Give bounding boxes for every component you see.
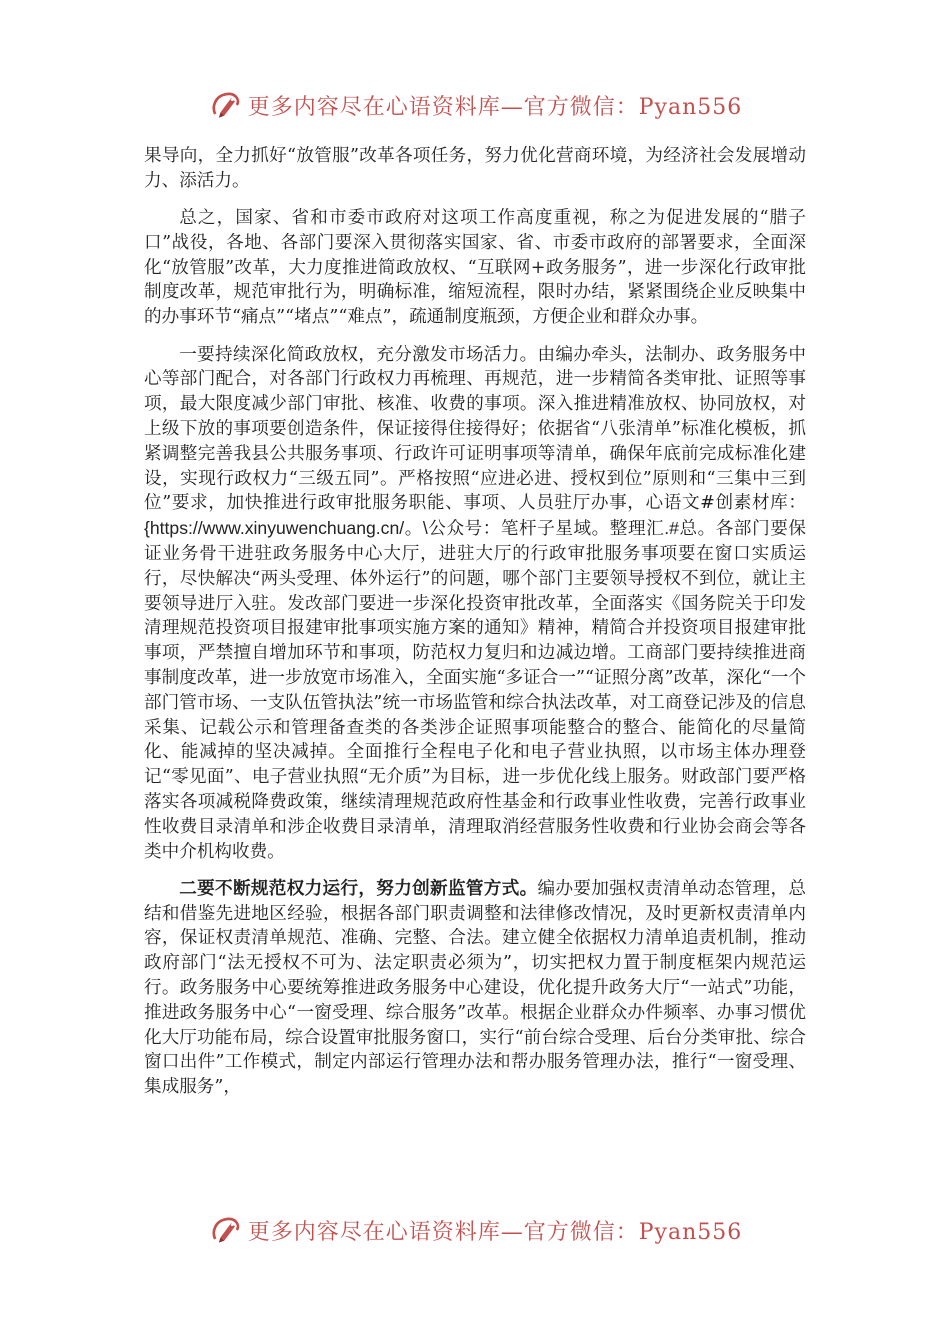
watermark-text: 更多内容尽在心语资料库—官方微信：Pyan556 <box>247 94 743 120</box>
paragraph-2: 总之，国家、省和市委市政府对这项工作高度重视，称之为促进发展的“腊子口”战役，各地、各部门要深入贯彻落实国家、省、市委市政府的部署要求，全面深化“放管服”改革，大力度推进简政放权、“互联网+政务服务”，进一步深化行政审批制度改革，规范审批行为，明确标准，缩短流程，限时办结，紧紧围绕企业反映集中的办事环节“痛点”“堵点”“难点”，疏通制度瓶颈，方便企业和群众办事。 <box>144 208 806 328</box>
watermark-text: 更多内容尽在心语资料库—官方微信：Pyan556 <box>247 1219 743 1245</box>
document-body <box>144 144 806 1112</box>
paragraph-1: 果导向，全力抓好“放管服”改革各项任务，努力优化营商环境，为经济社会发展增动力、添活力。 <box>144 146 806 191</box>
pen-nib-swirl-icon <box>208 87 244 123</box>
paragraph-4 <box>144 877 806 1100</box>
footer-watermark <box>0 1210 950 1250</box>
paragraph-3-url: {https://www.xinyuwenchuang.cn/。\公众号：笔杆子星域。整理汇.#总。 <box>144 518 716 539</box>
pen-nib-swirl-icon <box>208 1212 244 1248</box>
paragraph-4-lead: 二要不断规范权力运行，努力创新监管方式。 <box>179 877 538 899</box>
header-watermark <box>0 85 950 125</box>
paragraph-3 <box>144 343 806 865</box>
paragraph-3-text-b: 各部门要保证业务骨干进驻政务服务中心大厅，进驻大厅的行政审批服务事项要在窗口实质运行，尽快解决“两头受理、体外运行”的问题，哪个部门主要领导授权不到位，就让主要领导进厅入驻。发改部门要进一步深化投资审批改革，全面落实《国务院关于印发清理规范投资项目报建审批事项实施方案的通知》精神，精简合并投资项目报建审批事项，严禁擅自增加环节和事项，防范权力复归和边减边增。工商部门要持续推进商事制度改革，进一步放宽市场准入，全面实施“多证合一”“证照分离”改革，深化“一个部门管市场、一支队伍管执法”统一市场监管和综合执法改革，对工商登记涉及的信息采集、记载公示和管理备查类的各类涉企证照事项能整合的整合、能简化的尽量简化、能减掉的坚决减掉。全面推行全程电子化和电子营业执照，以市场主体办理登记“零见面”、电子营业执照“无介质”为目标，进一步优化线上服务。财政部门要严格落实各项减税降费政策，继续清理规范政府性基金和行政事业性收费，完善行政事业性收费目录清单和涉企收费目录清单，清理取消经营服务性收费和行业协会商会等各类中介机构收费。 <box>144 519 806 862</box>
paragraph-4-body: 编办要加强权责清单动态管理，总结和借鉴先进地区经验，根据各部门职责调整和法律修改情况，及时更新权责清单内容，保证权责清单规范、准确、完整、合法。建立健全依据权力清单追责机制，推动政府部门“法无授权不可为、法定职责必须为”，切实把权力置于制度框架内规范运行。政务服务中心要统筹推进政务服务中心建设，优化提升政务大厅“一站式”功能，推进政务服务中心“一窗受理、综合服务”改革。根据企业群众办件频率、办事习惯优化大厅功能布局，综合设置审批服务窗口，实行“前台综合受理、后台分类审批、综合窗口出件”工作模式，制定内部运行管理办法和帮办服务管理办法，推行“一窗受理、集成服务”， <box>144 878 806 1098</box>
paragraph-3-text-a: 一要持续深化简政放权，充分激发市场活力。由编办牵头，法制办、政务服务中心等部门配合，对各部门行政权力再梳理、再规范，进一步精简各类审批、证照等事项，最大限度减少部门审批、核准、收费的事项。深入推进精准放权、协同放权，对上级下放的事项要创造条件，保证接得住接得好；依据省“八张清单”标准化模板，抓紧调整完善我县公共服务事项、行政许可证明事项等清单，确保年底前完成标准化建设，实现行政权力“三级五同”。严格按照“应进必进、授权到位”原则和“三集中三到位”要求，加快推进行政审批服务职能、事项、人员驻厅办事，心语文#创素材库： <box>144 344 806 514</box>
